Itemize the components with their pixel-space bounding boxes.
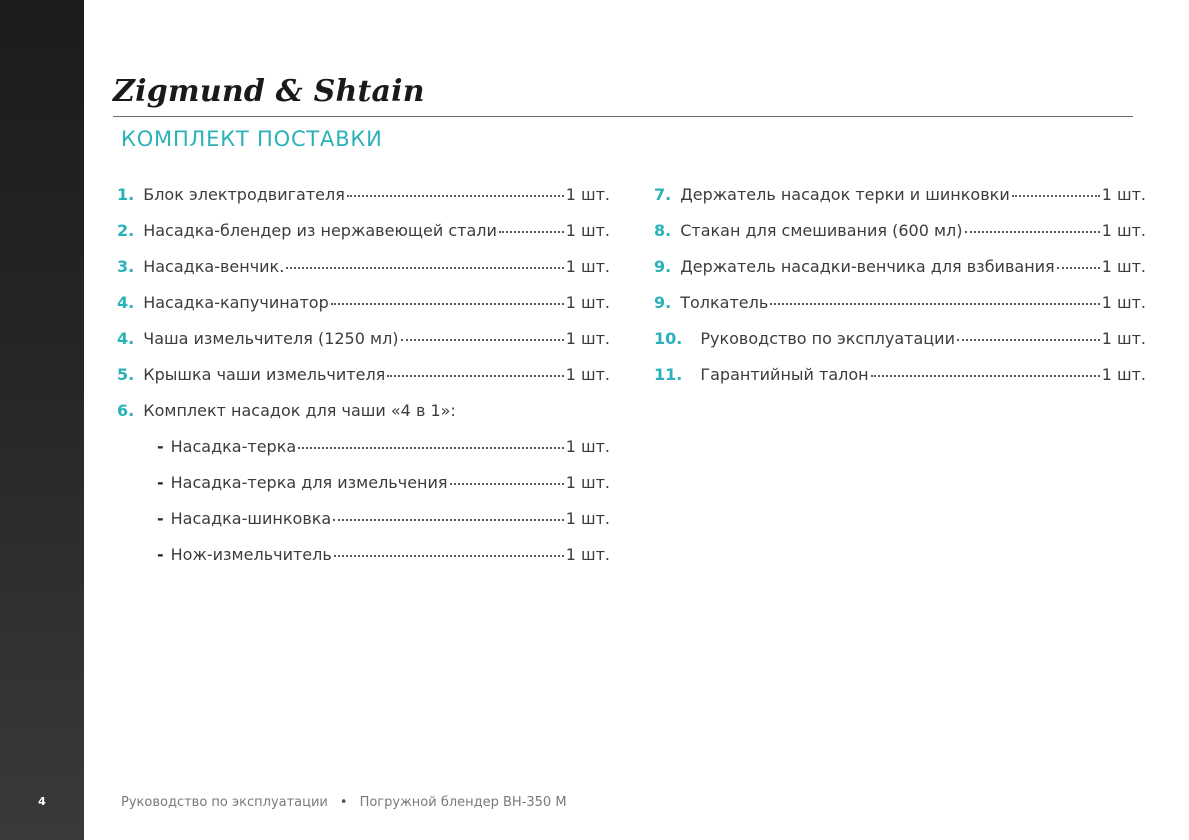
item-quantity: 1 шт. xyxy=(565,365,610,384)
list-item xyxy=(654,257,1146,293)
item-number: 7. xyxy=(654,185,672,204)
leader-dots xyxy=(347,195,564,197)
item-number: 8. xyxy=(654,221,672,240)
item-label: Комплект насадок для чаши «4 в 1»: xyxy=(143,401,456,420)
item-number: 4. xyxy=(117,293,135,312)
item-number: 11. xyxy=(654,365,683,384)
item-quantity: 1 шт. xyxy=(1101,293,1146,312)
item-quantity: 1 шт. xyxy=(1101,221,1146,240)
item-label: Насадка-шинковка xyxy=(170,509,332,528)
item-quantity: 1 шт. xyxy=(565,473,610,492)
item-label: Гарантийный талон xyxy=(700,365,869,384)
leader-dots xyxy=(770,303,1099,305)
list-item xyxy=(654,293,1146,329)
leader-dots xyxy=(331,303,564,305)
leader-dots xyxy=(957,339,1100,341)
item-quantity: 1 шт. xyxy=(565,329,610,348)
item-number: 9. xyxy=(654,293,672,312)
list-item xyxy=(117,221,610,257)
list-item xyxy=(654,329,1146,365)
item-dash: - xyxy=(157,473,164,492)
item-dash: - xyxy=(157,509,164,528)
item-quantity: 1 шт. xyxy=(1101,365,1146,384)
list-item xyxy=(117,365,610,401)
item-quantity: 1 шт. xyxy=(565,437,610,456)
brand-logo: Zigmund & Shtain xyxy=(113,74,425,109)
item-quantity: 1 шт. xyxy=(565,185,610,204)
footer-bullet: • xyxy=(339,795,348,810)
item-quantity: 1 шт. xyxy=(565,509,610,528)
item-label: Насадка-блендер из нержавеющей стали xyxy=(143,221,497,240)
leader-dots xyxy=(334,555,564,557)
sidebar xyxy=(0,0,84,840)
footer-manual-text: Руководство по эксплуатации xyxy=(121,795,328,810)
list-item xyxy=(117,401,610,437)
list-item xyxy=(117,185,610,221)
item-label: Держатель насадки-венчика для взбивания xyxy=(680,257,1055,276)
leader-dots xyxy=(871,375,1100,377)
leader-dots xyxy=(286,267,563,269)
item-label: Насадка-терка для измельчения xyxy=(170,473,448,492)
page-footer xyxy=(121,795,567,810)
list-item xyxy=(117,329,610,365)
list-item xyxy=(117,293,610,329)
sub-list-item xyxy=(117,545,610,581)
item-number: 4. xyxy=(117,329,135,348)
list-item xyxy=(654,221,1146,257)
item-label: Держатель насадок терки и шинковки xyxy=(680,185,1010,204)
item-label: Нож-измельчитель xyxy=(170,545,332,564)
right-item-list xyxy=(654,185,1146,401)
item-number: 6. xyxy=(117,401,135,420)
item-number: 10. xyxy=(654,329,683,348)
item-quantity: 1 шт. xyxy=(1101,257,1146,276)
sub-list-item xyxy=(117,437,610,473)
item-label: Насадка-венчик. xyxy=(143,257,285,276)
item-number: 2. xyxy=(117,221,135,240)
leader-dots xyxy=(387,375,563,377)
item-number: 9. xyxy=(654,257,672,276)
header-divider xyxy=(113,116,1133,117)
section-title: КОМПЛЕКТ ПОСТАВКИ xyxy=(121,127,383,151)
leader-dots xyxy=(1057,267,1100,269)
sub-list-item xyxy=(117,509,610,545)
leader-dots xyxy=(965,231,1100,233)
item-label: Чаша измельчителя (1250 мл) xyxy=(143,329,399,348)
list-item xyxy=(654,185,1146,221)
item-label: Стакан для смешивания (600 мл) xyxy=(680,221,963,240)
list-item xyxy=(117,257,610,293)
item-label: Крышка чаши измельчителя xyxy=(143,365,386,384)
list-item xyxy=(654,365,1146,401)
item-label: Насадка-капучинатор xyxy=(143,293,329,312)
item-dash: - xyxy=(157,545,164,564)
item-quantity: 1 шт. xyxy=(1101,329,1146,348)
leader-dots xyxy=(450,483,564,485)
item-quantity: 1 шт. xyxy=(565,257,610,276)
left-item-list xyxy=(117,185,610,581)
item-number: 1. xyxy=(117,185,135,204)
item-label: Толкатель xyxy=(680,293,769,312)
leader-dots xyxy=(1012,195,1100,197)
sub-list-item xyxy=(117,473,610,509)
footer-product-text: Погружной блендер BH-350 M xyxy=(359,795,567,810)
item-quantity: 1 шт. xyxy=(1101,185,1146,204)
item-label: Руководство по эксплуатации xyxy=(700,329,955,348)
item-label: Насадка-терка xyxy=(170,437,297,456)
page-number: 4 xyxy=(38,795,46,808)
item-dash: - xyxy=(157,437,164,456)
leader-dots xyxy=(298,447,564,449)
leader-dots xyxy=(333,519,563,521)
item-quantity: 1 шт. xyxy=(565,545,610,564)
item-number: 3. xyxy=(117,257,135,276)
leader-dots xyxy=(401,339,564,341)
item-label: Блок электродвигателя xyxy=(143,185,345,204)
item-number: 5. xyxy=(117,365,135,384)
item-quantity: 1 шт. xyxy=(565,221,610,240)
item-quantity: 1 шт. xyxy=(565,293,610,312)
leader-dots xyxy=(499,231,564,233)
